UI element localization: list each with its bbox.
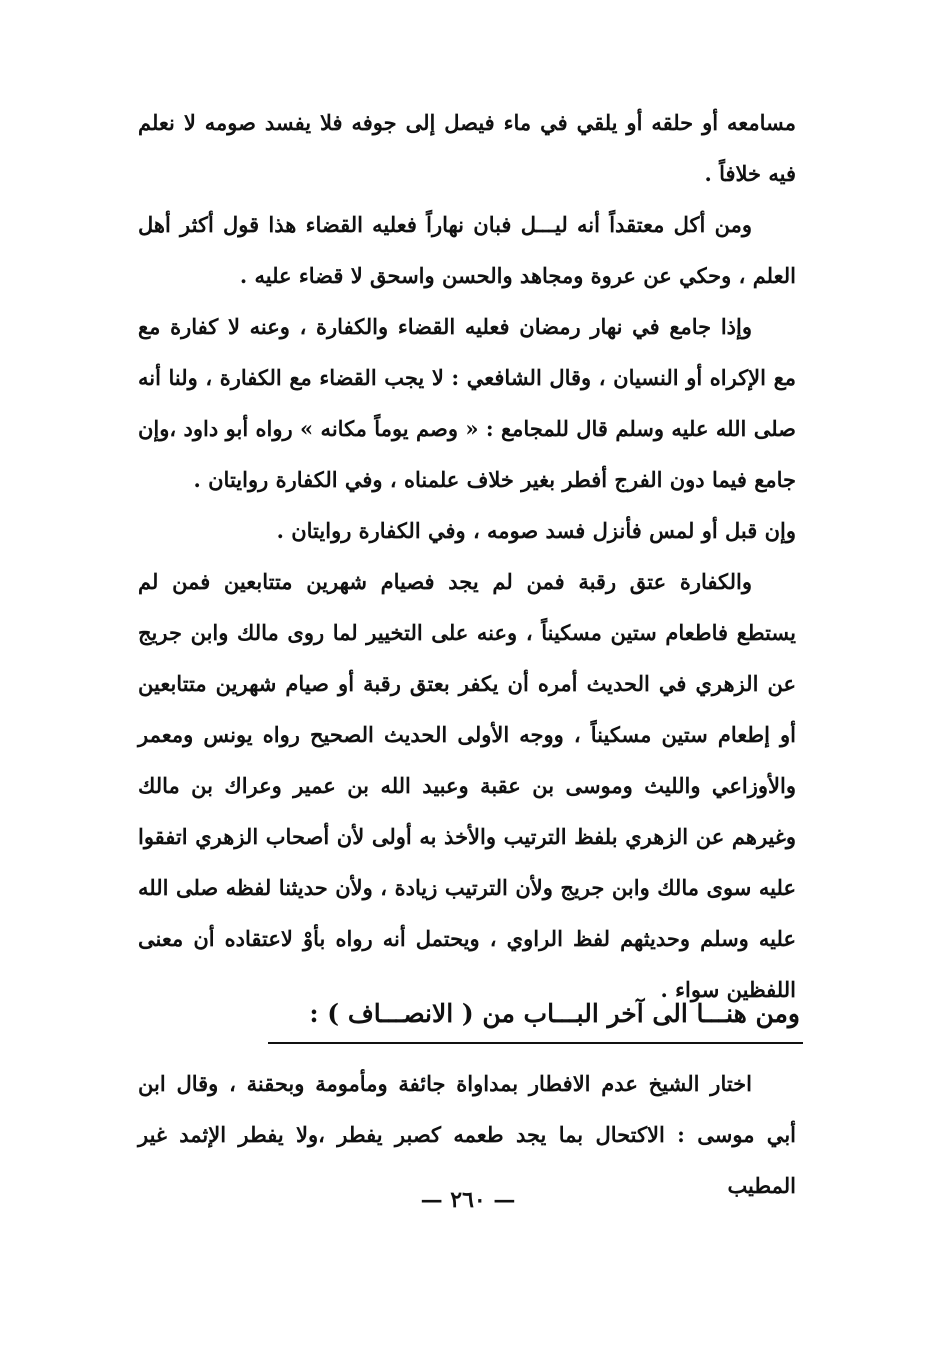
- heading-underline: [268, 1042, 803, 1044]
- paragraph-6: اختار الشيخ عدم الافطار بمداواة جائفة ومأمومة وبحقنة ، وقال ابن أبي موسى : الاكتحال بما يجد طعمه كصبر يفطر ،ولا يفطر الإثمد غير المطيب: [138, 1071, 796, 1198]
- paragraph-3: وإذا جامع في نهار رمضان فعليه القضاء والكفارة ، وعنه لا كفارة مع مع الإكراه أو النسيان ، وقال الشافعي : لا يجب القضاء مع الكفارة ، ولنا أنه صلى الله عليه وسلم قال للمجامع : « وصم يوماً مكانه » رواه أبو داود ،وإن جامع فيما دون الفرج أفطر بغير خلاف علمناه ، وفي الكفارة روايتان .: [138, 314, 796, 492]
- page-number: — ٢٦٠ —: [420, 1187, 516, 1213]
- main-text-block: [138, 97, 796, 1015]
- paragraph-4: وإن قبل أو لمس فأنزل فسد صومه ، وفي الكفارة روايتان .: [276, 518, 796, 543]
- paragraph-2: ومن أكل معتقداً أنه ليـــل فبان نهاراً فعليه القضاء هذا قول أكثر أهل العلم ، وحكي عن عروة ومجاهد والحسن واسحق لا قضاء عليه .: [138, 212, 796, 288]
- paragraph-1: مسامعه أو حلقه أو يلقي في ماء فيصل إلى جوفه فلا يفسد صومه لا نعلم فيه خلافاً .: [138, 110, 796, 186]
- paragraph-5: والكفارة عتق رقبة فمن لم يجد فصيام شهرين متتابعين فمن لم يستطع فاطعام ستين مسكيناً ، وعنه على التخيير لما روى مالك وابن جريج عن الزهري في الحديث أمره أن يكفر بعتق رقبة أو صيام شهرين متتابعين أو إطعام ستين مسكيناً ، ووجه الأولى الحديث الصحيح رواه يونس ومعمر والأوزاعي والليث وموسى بن عقبة وعبيد الله بن عمير وعراك بن مالك وغيرهم عن الزهري بلفظ الترتيب والأخذ به أولى لأن أصحاب الزهري اتفقوا عليه سوى مالك وابن جريج ولأن الترتيب زيادة ، ولأن حديثنا لفظه صلى الله عليه وسلم وحديثهم لفظ الراوي ، ويحتمل أنه رواه بأوْ لاعتقاده أن معنى اللفظين سواء .: [138, 569, 796, 1002]
- section-heading: ومن هنـــا الى آخر البـــاب من ( الانصـــاف ) :: [309, 999, 800, 1028]
